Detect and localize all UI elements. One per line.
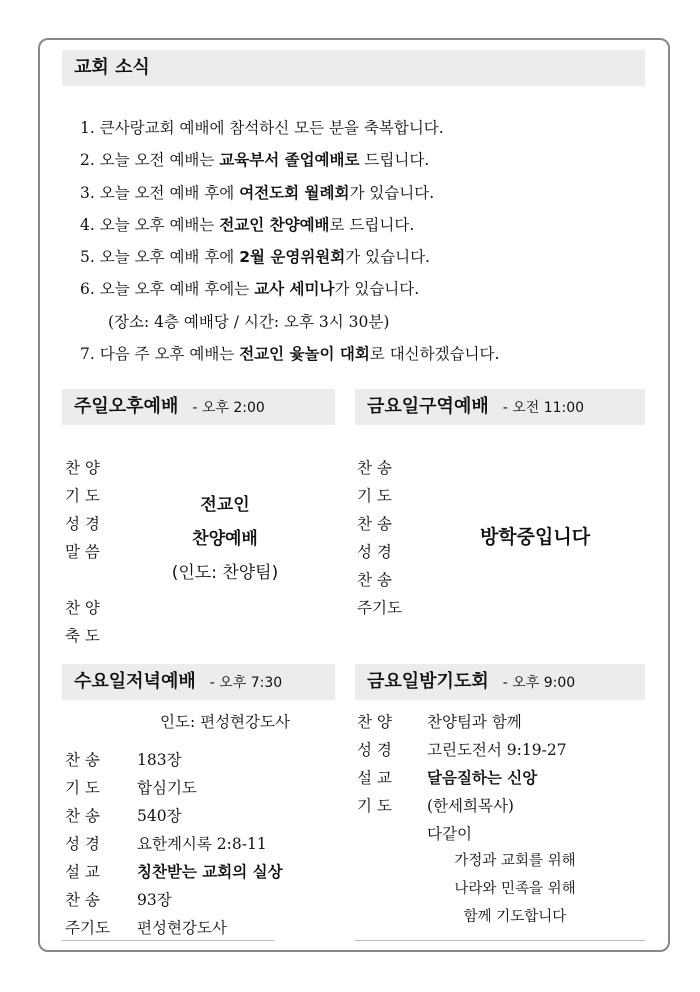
news-highlight: 교육부서 졸업예배로 <box>219 151 360 170</box>
order-row <box>357 708 567 736</box>
sunday-order-top <box>65 454 100 566</box>
news-list <box>80 112 499 370</box>
order-label: 주기도 <box>65 919 110 937</box>
sunday-program-line2: 찬양예배 <box>192 529 258 549</box>
news-text: 로 대신하겠습니다. <box>369 345 500 364</box>
news-text: 2. 오늘 오전 예배는 <box>80 151 220 170</box>
news-text: 7. 다음 주 오후 예배는 <box>80 345 240 364</box>
news-text: 5. 오늘 오후 예배 후에 <box>80 248 240 267</box>
order-label: 찬 송 <box>65 891 100 909</box>
order-label: 찬 송 <box>65 751 100 769</box>
news-text: 드립니다. <box>359 151 430 170</box>
wednesday-title: 수요일저녁예배 <box>74 671 196 692</box>
wednesday-order <box>65 746 283 942</box>
news-text: 4. 오늘 오후 예배는 <box>80 215 220 234</box>
order-row <box>357 736 567 764</box>
order-label: 성 경 <box>357 543 392 561</box>
order-label: 찬 양 <box>65 599 100 617</box>
order-label: 축 도 <box>65 627 100 645</box>
order-label: 찬 양 <box>65 459 100 477</box>
order-row <box>65 774 283 802</box>
friday-pm-order <box>357 708 567 848</box>
news-highlight: 전교인 윷놀이 대회 <box>239 345 370 364</box>
friday-am-order <box>357 454 402 622</box>
friday-am-header <box>355 389 645 425</box>
friday-pm-header <box>355 664 645 700</box>
news-text: 가 있습니다. <box>349 183 435 202</box>
order-label: 기 도 <box>357 487 392 505</box>
order-value: 합심기도 <box>137 779 197 797</box>
news-title: 교회 소식 <box>74 57 150 78</box>
friday-pm-divider <box>355 940 645 941</box>
wednesday-divider <box>62 940 274 941</box>
order-row <box>357 792 567 820</box>
news-highlight: 교사 세미나 <box>254 280 335 299</box>
order-label: 찬 송 <box>357 571 392 589</box>
order-label: 찬 송 <box>65 807 100 825</box>
order-value: 요한계시록 2:8-11 <box>137 835 267 853</box>
order-value: (한세희목사) <box>427 797 514 815</box>
news-item-6-detail <box>80 306 499 338</box>
order-value: 편성현강도사 <box>137 919 227 937</box>
order-row <box>65 914 283 942</box>
friday-pm-prayers <box>430 847 600 931</box>
wednesday-leader <box>160 708 290 736</box>
sunday-header <box>62 389 335 425</box>
news-highlight: 2월 운영위원회 <box>239 248 346 267</box>
order-value: 93장 <box>137 891 172 909</box>
order-row <box>357 820 567 848</box>
order-label: 찬 송 <box>357 515 392 533</box>
order-label: 기 도 <box>65 779 100 797</box>
order-label: 찬 송 <box>357 459 392 477</box>
wednesday-time: - 오후 7:30 <box>209 675 283 691</box>
prayer-topic: 나라와 민족을 위해 <box>454 881 576 897</box>
order-label: 말 씀 <box>65 543 100 561</box>
order-label: 설 교 <box>65 863 100 881</box>
sermon-title: 칭찬받는 교회의 실상 <box>137 863 283 881</box>
sunday-order-bottom <box>65 594 100 650</box>
news-text: 로 드립니다. <box>329 215 415 234</box>
sunday-title: 주일오후예배 <box>74 396 179 417</box>
order-label: 기 도 <box>357 797 392 815</box>
news-item-1 <box>80 112 499 144</box>
leader-text: 인도: 편성현강도사 <box>160 713 290 731</box>
news-text: (장소: 4층 예배당 / 시간: 오후 3시 30분) <box>108 312 390 331</box>
order-label: 성 경 <box>357 741 392 759</box>
order-row <box>65 858 283 886</box>
news-item-3 <box>80 177 499 209</box>
order-label: 기 도 <box>65 487 100 505</box>
order-row <box>357 764 567 792</box>
order-row <box>65 886 283 914</box>
order-row <box>65 802 283 830</box>
news-highlight: 전교인 찬양예배 <box>219 215 330 234</box>
sunday-program-line1: 전교인 <box>200 495 250 515</box>
news-text: 가 있습니다. <box>345 248 430 267</box>
news-item-6 <box>80 273 499 305</box>
news-item-4 <box>80 209 499 241</box>
wednesday-header <box>62 664 335 700</box>
order-value: 183장 <box>137 751 182 769</box>
order-value: 고린도전서 9:19-27 <box>427 741 567 759</box>
order-row <box>65 830 283 858</box>
news-item-7 <box>80 338 499 370</box>
news-item-5 <box>80 241 499 273</box>
order-label: 주기도 <box>357 599 402 617</box>
news-highlight: 여전도회 월례회 <box>239 183 350 202</box>
order-value: 다같이 <box>427 825 472 843</box>
friday-pm-time: - 오후 9:00 <box>502 675 576 691</box>
order-row <box>65 746 283 774</box>
prayer-topic: 함께 기도합니다 <box>463 909 567 925</box>
prayer-topic: 가정과 교회를 위해 <box>454 853 576 869</box>
order-value: 540장 <box>137 807 182 825</box>
news-item-2 <box>80 144 499 176</box>
news-text: 가 있습니다. <box>334 280 420 299</box>
order-value: 찬양팀과 함께 <box>427 713 522 731</box>
order-label: 성 경 <box>65 515 100 533</box>
sunday-program-leader: (인도: 찬양팀) <box>171 563 279 583</box>
friday-am-time: - 오전 11:00 <box>502 400 585 416</box>
news-text: 6. 오늘 오후 예배 후에는 <box>80 280 255 299</box>
friday-am-notice: 방학중입니다 <box>479 526 591 548</box>
friday-am-title: 금요일구역예배 <box>367 396 489 417</box>
news-text: 1. 큰사랑교회 예배에 참석하신 모든 분을 축복합니다. <box>80 119 444 137</box>
order-label: 성 경 <box>65 835 100 853</box>
order-label: 설 교 <box>357 769 392 787</box>
news-header <box>62 50 645 86</box>
sermon-title: 달음질하는 신앙 <box>427 769 538 787</box>
sunday-time: - 오후 2:00 <box>192 400 265 416</box>
sunday-program <box>140 488 310 590</box>
news-text: 3. 오늘 오전 예배 후에 <box>80 183 240 202</box>
order-label: 찬 양 <box>357 713 392 731</box>
friday-pm-title: 금요일밤기도회 <box>367 671 489 692</box>
